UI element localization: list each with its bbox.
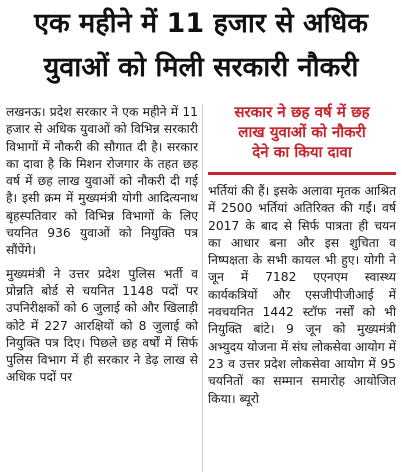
article-paragraph-2: मुख्यमंत्री ने उत्तर प्रदेश पुलिस भर्ती व प्रोन्नति बोर्ड से चयनित 1148 पदों पर उपनिरीक्षकों को 6 जुलाई को और खिलाड़ी कोटे में 227 आरक्षियों को 8 जुलाई को नियुक्ति पत्र दिए। पिछले छह वर्षों में सिर्फ पुलिस विभाग में ही सरकार ने डेढ़ लाख से अधिक पदों पर <box>6 266 198 385</box>
headline-line-2: युवाओं को मिली सरकारी नौकरी <box>43 52 359 83</box>
article-left-column <box>6 104 198 387</box>
article-paragraph-1: लखनऊ। प्रदेश सरकार ने एक महीने में 11 हजार से अधिक युवाओं को विभिन्न सरकारी विभागों में नौकरी की सौगात दी है। सरकार का दावा है कि मिशन रोजगार के तहत छह वर्ष में छह लाख युवाओं को नौकरी दी गई है। इसी क्रम में मुख्यमंत्री योगी आदित्यनाथ बृहस्पतिवार को विभिन्न विभागों के लिए चयनित 936 युवाओं को नियुक्ति पत्र सौंपेंगे। <box>6 105 198 258</box>
subheadline <box>208 100 396 168</box>
article-paragraph-3: भर्तियां की हैं। इसके अलावा मृतक आश्रित में 2500 भर्तियां अतिरिक्त की गईं। वर्ष 2017 के बाद से सिर्फ पात्रता ही चयन का आधार बना और इस शुचिता व निष्पक्षता के सभी कायल भी हुए। योगी ने जून में 7182 एएनएम स्वास्थ्य कार्यकत्रियों और एसजीपीजीआई में नवचयनित 1442 स्टॉफ नर्सों को भी नियुक्ति बांटे। 9 जून को मुख्यमंत्री अभ्युदय योजना में संघ लोकसेवा आयोग में 23 व उत्तर प्रदेश लोकसेवा आयोग में 95 चयनितों का सम्मान समारोह आयोजित किया। ब्यूरो <box>208 184 396 406</box>
column-divider <box>202 104 203 472</box>
headline-line-1: एक महीने में 11 हजार से अधिक <box>34 8 368 39</box>
subheadline-line-2: लाख युवाओं को नौकरी <box>238 123 366 141</box>
subheadline-rule <box>208 172 396 175</box>
article-right-column <box>208 183 396 408</box>
subheadline-line-3: देने का किया दावा <box>252 143 352 161</box>
subheadline-line-1: सरकार ने छह वर्ष में छह <box>234 103 370 121</box>
